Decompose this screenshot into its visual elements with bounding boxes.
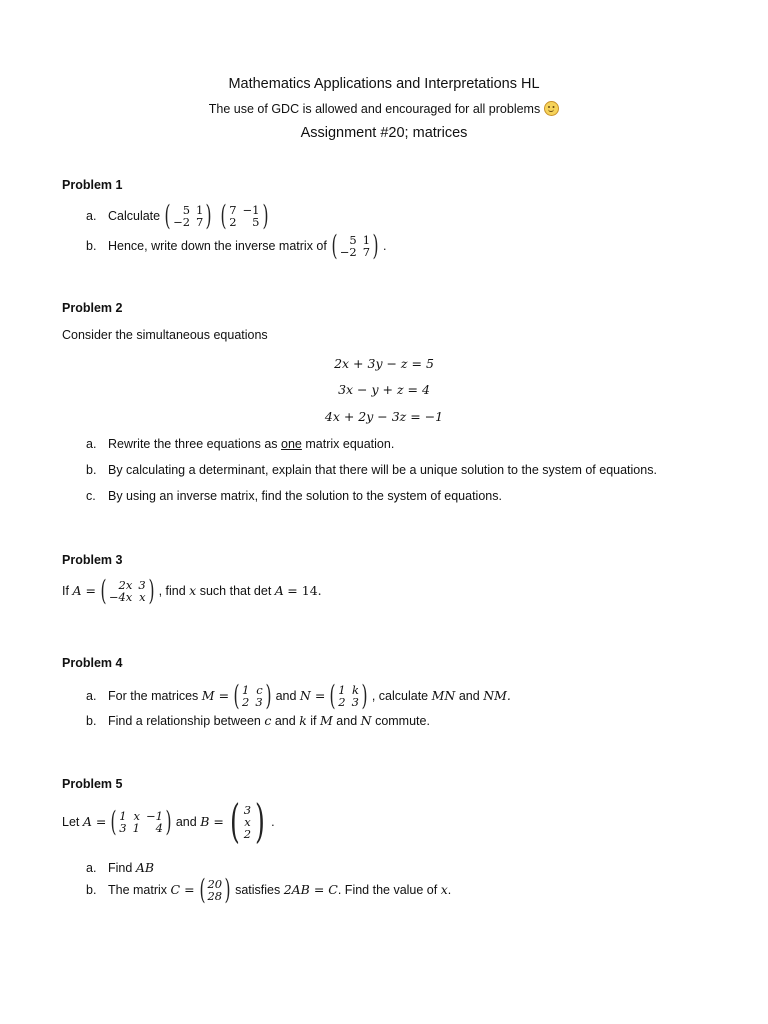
document-title: Mathematics Applications and Interpretations HL <box>228 76 540 92</box>
problem-1-heading: Problem 1 <box>62 178 123 192</box>
problem-1-part-a <box>86 199 272 232</box>
matrix: ( 1 c 2 3 ) <box>233 679 272 712</box>
problem-3-heading: Problem 3 <box>62 553 123 567</box>
equation-2: 3x − y + z = 4 <box>338 382 430 397</box>
problem-2-part-b: b. By calculating a determinant, explain that there will be a unique solution to the system of equations. <box>86 463 657 477</box>
part-text: Hence, write down the inverse matrix of <box>108 238 327 253</box>
matrix: ( 1 x −1 3 1 4 ) <box>110 804 172 838</box>
problem-1-part-b: b. Hence, write down the inverse matrix of ( 5 1 −2 7 ) . <box>86 229 387 262</box>
equation-3: 4x + 2y − 3z = −1 <box>324 409 444 424</box>
problem-2-intro: Consider the simultaneous equations <box>62 328 268 342</box>
problem-2-part-c: c. By using an inverse matrix, find the solution to the system of equations. <box>86 489 502 503</box>
problem-5-heading: Problem 5 <box>62 777 123 791</box>
column-vector: ( 3 x 2 ) <box>229 794 266 848</box>
document-subtitle <box>0 101 768 116</box>
assignment-title: Assignment #20; matrices <box>300 125 468 141</box>
part-label: b. <box>86 238 97 253</box>
part-label: a. <box>86 208 97 223</box>
problem-4-heading: Problem 4 <box>62 656 123 670</box>
problem-5-part-a: a. Find AB <box>86 860 155 875</box>
problem-5-statement: Let A = ( 1 x −1 3 1 4 ) and B = ( 3 x 2 ) . <box>62 794 275 848</box>
problem-2-part-a: a. Rewrite the three equations as one matrix equation. <box>86 437 395 451</box>
part-text: Calculate <box>108 208 161 223</box>
problem-5-part-b: b. The matrix C = ( 20 28 ) satisfies 2AB = C . Find the value of x . <box>86 873 452 906</box>
problem-3-statement: If A = ( 2x 3 −4x x ) , find x such that det A = 14. <box>62 574 322 607</box>
smiley-face-icon <box>544 101 559 116</box>
column-vector: ( 20 28 ) <box>199 873 231 906</box>
problem-2-heading: Problem 2 <box>62 301 123 315</box>
equation-1: 2x + 3y − z = 5 <box>334 356 434 371</box>
problem-4-part-a: a. For the matrices M = ( 1 c 2 3 ) and N = ( 1 k 2 3 ) , calculate MN and NM. <box>86 679 511 712</box>
matrix: ( 2x 3 −4x x ) <box>100 574 155 607</box>
matrix: ( 7 −1 2 5 ) <box>220 199 268 232</box>
matrix: ( 1 k 2 3 ) <box>329 679 368 712</box>
problem-4-part-b: b. Find a relationship between c and k if M and N commute. <box>86 713 430 728</box>
matrix: ( 5 1 −2 7 ) <box>331 229 379 262</box>
subtitle-text: The use of GDC is allowed and encouraged for all problems <box>208 102 541 116</box>
matrix: ( 5 1 −2 7 ) <box>164 199 212 232</box>
